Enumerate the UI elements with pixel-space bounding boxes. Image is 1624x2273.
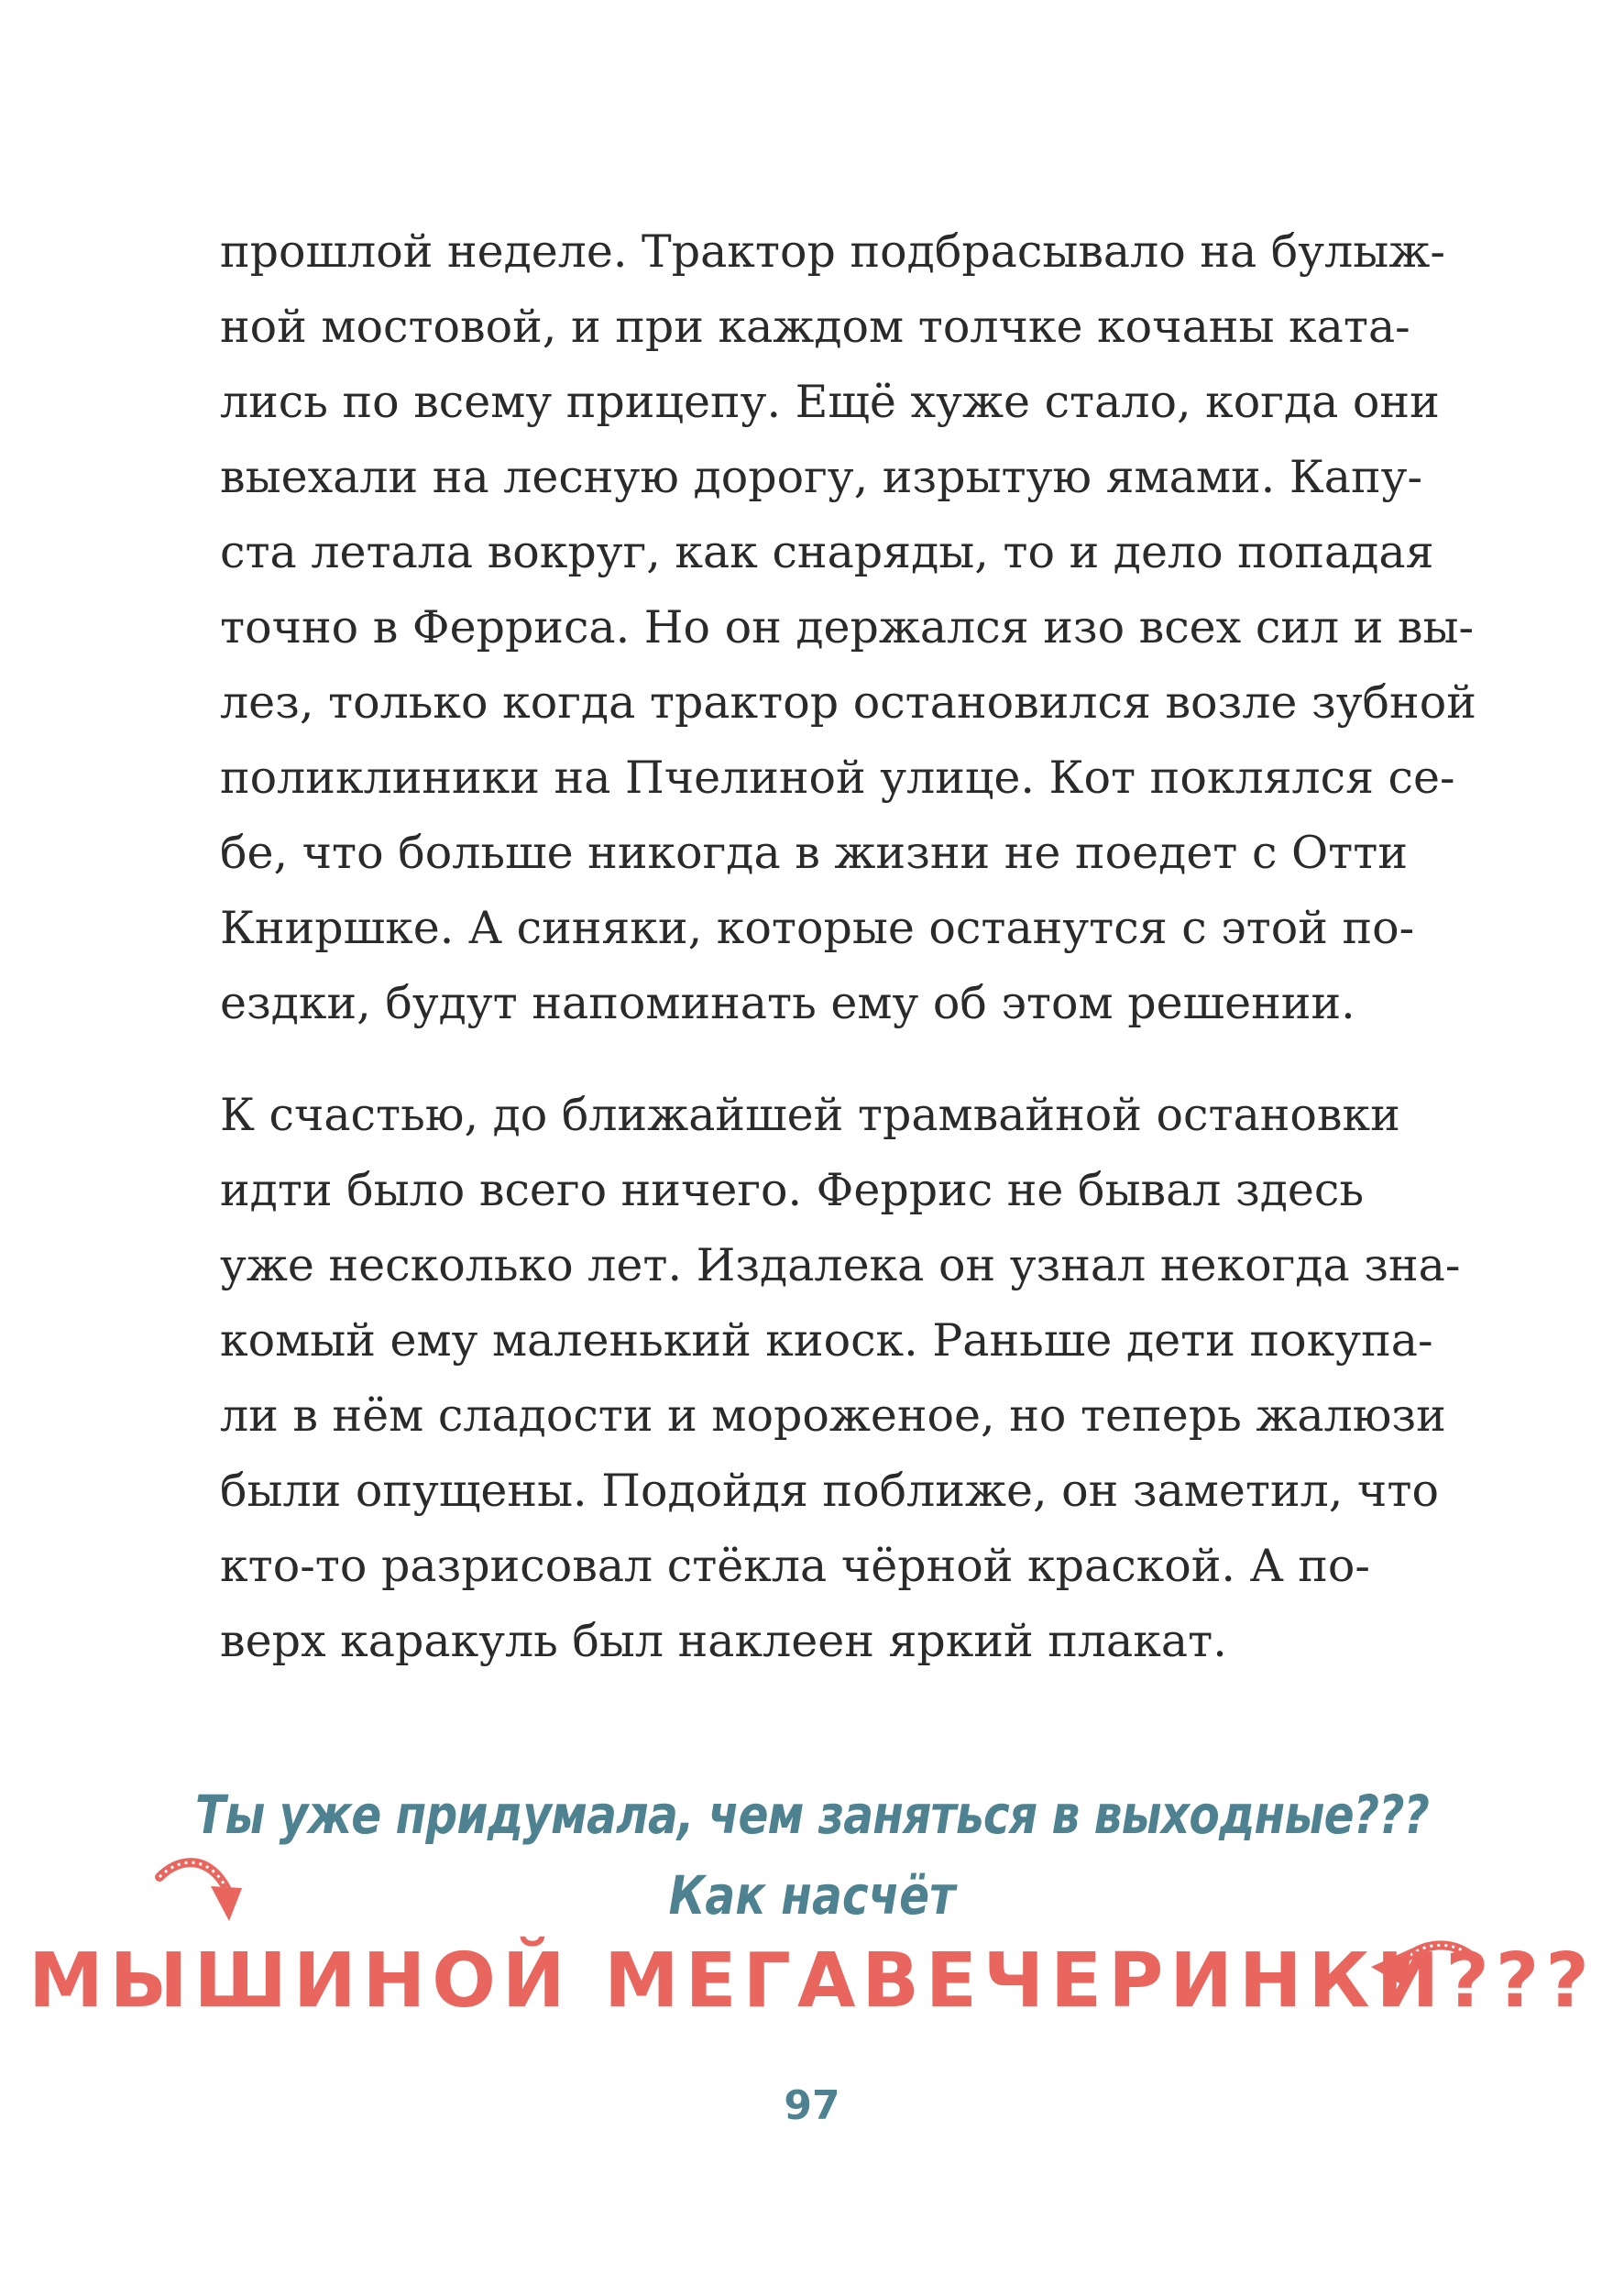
text-line: прошлой неделе. Трактор подбрасывало на булыж- [220, 225, 1445, 278]
text-line: верх каракуль был наклеен яркий плакат. [220, 1615, 1227, 1667]
text-line: ной мостовой, и при каждом толчке кочаны ката- [220, 301, 1410, 353]
text-line: лись по всему прицепу. Ещё хуже стало, когда они [220, 376, 1440, 428]
text-line: ли в нём сладости и мороженое, но теперь жалюзи [220, 1389, 1446, 1442]
text-line: бе, что больше никогда в жизни не поедет с Отти [220, 827, 1409, 879]
text-line: К счастью, до ближайшей трамвайной остановки [220, 1089, 1400, 1141]
text-line: ездки, будут напоминать ему об этом решении. [220, 977, 1355, 1029]
text-line: ста летала вокруг, как снаряды, то и дело попадая [220, 526, 1434, 578]
text-line: были опущены. Подойдя поближе, он заметил, что [220, 1465, 1439, 1517]
text-line: кто-то разрисовал стёкла чёрной краской. А по- [220, 1540, 1370, 1592]
poster-party-title: МЫШИНОЙ МЕГАВЕЧЕРИНКИ??? [28, 1938, 1596, 2025]
poster-question: Ты уже придумала, чем заняться в выходные??? [194, 1784, 1430, 1846]
text-line: комый ему маленький киоск. Раньше дети покупа- [220, 1314, 1433, 1367]
text-line: Книршке. А синяки, которые останутся с этой по- [220, 902, 1415, 954]
text-line: поликлиники на Пчелиной улице. Кот поклялся се- [220, 752, 1455, 804]
text-line: уже несколько лет. Издалека он узнал некогда зна- [220, 1239, 1461, 1291]
text-line: лез, только когда трактор остановился возле зубной [220, 676, 1476, 729]
page-number: 97 [784, 2082, 840, 2129]
paragraph-1 [220, 214, 1476, 1041]
text-line: точно в Ферриса. Но он держался изо всех сил и вы- [220, 601, 1475, 653]
paragraph-2 [220, 1078, 1461, 1679]
text-line: выехали на лесную дорогу, изрытую ямами. Капу- [220, 451, 1422, 503]
poster-how-about: Как насчёт [668, 1864, 956, 1927]
text-line: идти было всего ничего. Феррис не бывал здесь [220, 1164, 1365, 1216]
